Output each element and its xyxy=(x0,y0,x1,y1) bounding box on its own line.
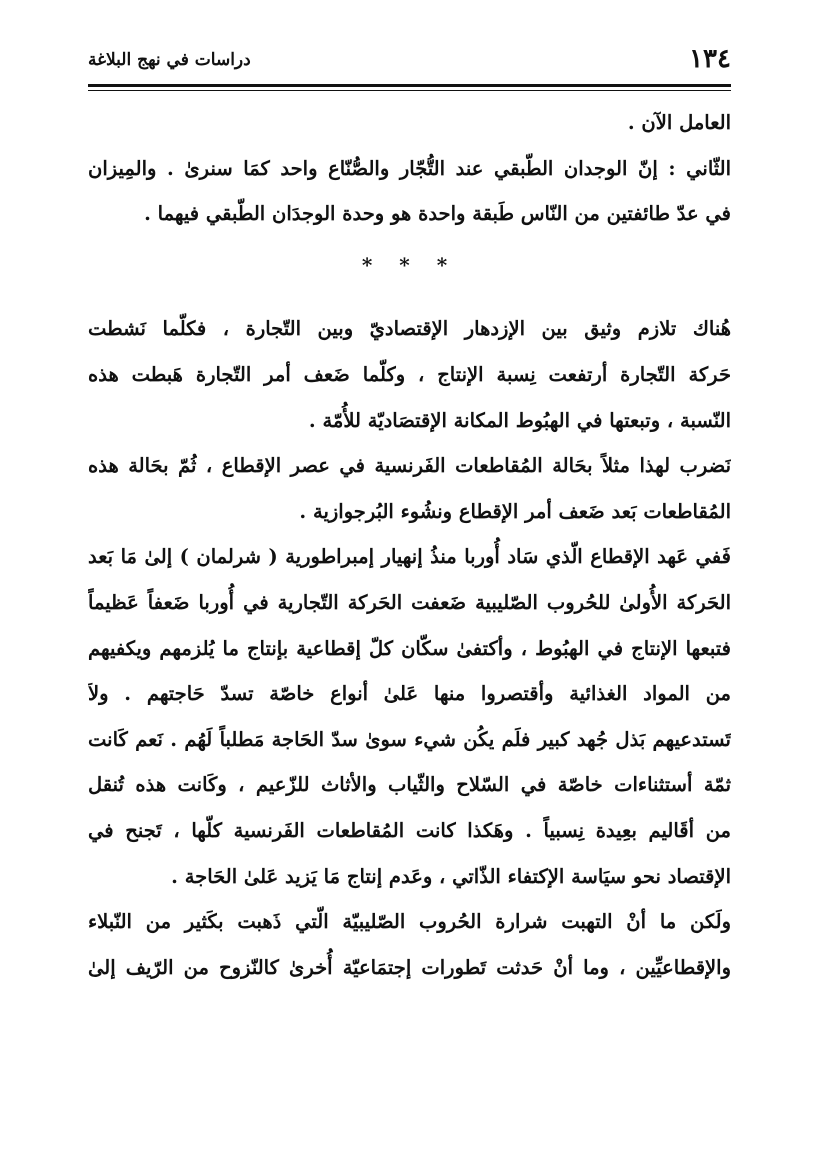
paragraph-french-example xyxy=(88,443,731,534)
text-line: من أقَاليم بعِيدة نِسبياً . وهَكذا كانت المُقاطعات الفَرنسية كلّها ، تَجنح في xyxy=(88,818,731,842)
body-text xyxy=(88,100,731,990)
paragraph-crusades xyxy=(88,899,731,990)
text-line: في عدّ طائفتين من النّاس طَبقة واحدة هو وحدة الوجدَان الطّبقي فيهما . xyxy=(144,202,731,226)
header-rule-thin xyxy=(88,90,731,91)
spacer xyxy=(88,288,731,306)
paragraph-feudal-era xyxy=(88,534,731,899)
paragraph-continued xyxy=(88,100,731,146)
text-line: المُقاطعات بَعد ضَعف أمر الإقطاع ونشُوء البُرجوازية . xyxy=(299,499,731,523)
paragraph-second-point xyxy=(88,146,731,237)
running-header xyxy=(88,40,731,84)
text-line: الإقتصاد نحو سيَاسة الإكتفاء الذّاتي ، وعَدم إنتاج مَا يَزيد عَلىٰ الحَاجة . xyxy=(171,864,731,888)
header-rule-thick xyxy=(88,84,731,87)
book-title: دراسات في نهج البلاغة xyxy=(88,50,251,70)
text-line: الثّاني : إنّ الوجدان الطّبقي عند التُّجّار والصُّنّاع واحد كمَا سنرىٰ . والمِيزان xyxy=(88,156,731,180)
paragraph-trade-prosperity xyxy=(88,306,731,443)
section-separator: * * * xyxy=(361,252,458,277)
text-line: الحَركة الأُولىٰ للحُروب الصّليبية ضَعفت الحَركة التّجارية في أُوربا ضَعفاً عَظيماً xyxy=(88,590,731,614)
text-line: ثمّة أستثناءات خاصّة في السّلاح والثّياب والأثاث للزّعيم ، وكَانت هذه تُنقل xyxy=(88,773,731,797)
text-line: فَفي عَهد الإقطاع الّذي سَاد أُوربا منذُ إنهيار إمبراطورية ( شرلمان ) إلىٰ مَا بَعد xyxy=(88,545,731,569)
text-line: هُناك تلازم وثيق بين الإزدهار الإقتصاديّ وبين التّجارة ، فكلّما نَشطت xyxy=(88,317,731,341)
text-line: النّسبة ، وتبعتها في الهبُوط المكانة الإقتصَاديّة للأُمّة . xyxy=(308,408,731,432)
text-line: العامل الآن . xyxy=(627,111,731,134)
text-line: ولَكن ما أنْ التهبت شرارة الحُروب الصّليبيّة الّتي ذَهبت بكَثير من النّبلاء xyxy=(88,910,731,934)
text-line: فتبعها الإنتاج في الهبُوط ، وأكتفىٰ سكّان كلّ إقطاعية بإنتاج ما يُلزمهم ويكفيهم xyxy=(88,636,731,660)
text-line: من المواد الغذائية وأقتصروا منها عَلىٰ أنواع خاصّة تسدّ حَاجتهم . ولاَ xyxy=(88,682,731,706)
text-line: حَركة التّجارة أرتفعت نِسبة الإنتاج ، وكلّما ضَعف أمر التّجارة هَبطت هذه xyxy=(88,362,731,386)
page-number: ١٣٤ xyxy=(689,44,731,74)
text-line: تَستدعيهم بَذل جُهد كبير فلَم يكُن شيء سوىٰ سدّ الحَاجة مَطلباً لَهُم . نَعم كَانت xyxy=(88,727,731,751)
text-line: والإقطاعيِّين ، وما أنْ حَدثت تَطورات إجتمَاعيّة أُخرىٰ كالنّزوح من الرّيف إلىٰ xyxy=(88,955,731,979)
text-line: نَضرب لهذا مثلاً بحَالة المُقاطعات الفَرنسية في عصر الإقطاع ، ثُمّ بحَالة هذه xyxy=(88,454,731,478)
